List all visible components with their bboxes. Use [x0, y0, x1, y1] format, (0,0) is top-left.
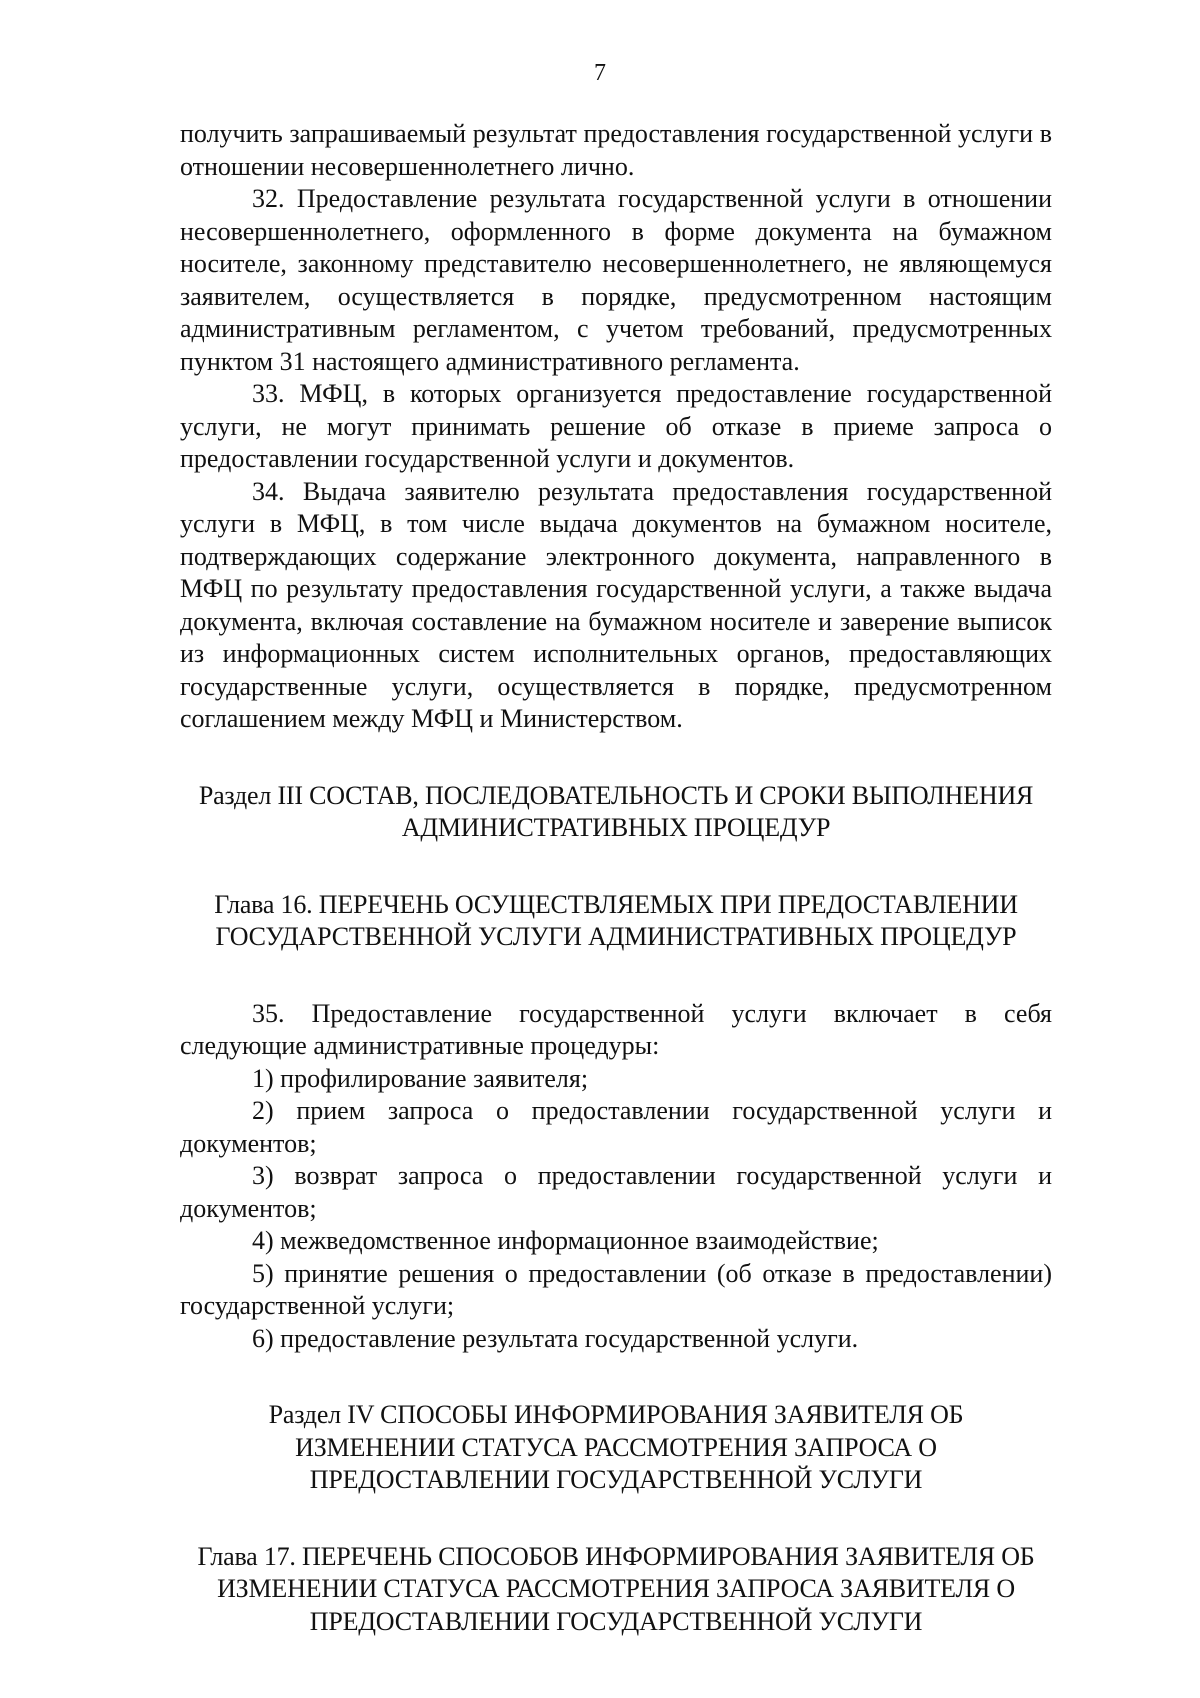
- procedure-item-6: 6) предоставление результата государственной услуги.: [252, 1323, 859, 1353]
- page-number: 7: [594, 60, 606, 86]
- paragraph-continuation: получить запрашиваемый результат предоставления государственной услуги в отношении несовершеннолетнего лично.: [180, 119, 1052, 181]
- section-3-heading: [180, 780, 1052, 845]
- chapter-17-heading-line-1: Глава 17. ПЕРЕЧЕНЬ СПОСОБОВ ИНФОРМИРОВАНИЯ ЗАЯВИТЕЛЯ ОБ: [197, 1541, 1035, 1571]
- procedure-item-1: 1) профилирование заявителя;: [252, 1063, 589, 1093]
- chapter-17-heading-line-2: ИЗМЕНЕНИИ СТАТУСА РАССМОТРЕНИЯ ЗАПРОСА ЗАЯВИТЕЛЯ О: [217, 1574, 1015, 1603]
- section-4-heading-line-2: ИЗМЕНЕНИИ СТАТУСА РАССМОТРЕНИЯ ЗАПРОСА О: [295, 1432, 937, 1462]
- section-3-heading-line-2: АДМИНИСТРАТИВНЫХ ПРОЦЕДУР: [401, 813, 831, 842]
- paragraph-32: 32. Предоставление результата государственной услуги в отношении несовершеннолетнего, оформленного в форме документа на бумажном носителе, законному представителю несовершеннолетнего, не являющемуся заявителем, осуществляется в порядке, предусмотренном настоящим административным регламентом, с учетом требований, предусмотренных пунктом 31 настоящего административного регламента.: [180, 184, 1052, 376]
- section-4-heading-line-1: Раздел IV СПОСОБЫ ИНФОРМИРОВАНИЯ ЗАЯВИТЕЛЯ ОБ: [268, 1400, 964, 1429]
- chapter-16-heading: [180, 889, 1052, 954]
- chapter-16-heading-line-1: Глава 16. ПЕРЕЧЕНЬ ОСУЩЕСТВЛЯЕМЫХ ПРИ ПРЕДОСТАВЛЕНИИ: [214, 889, 1018, 919]
- procedure-item-3: 3) возврат запроса о предоставлении государственной услуги и документов;: [180, 1161, 1052, 1223]
- procedures-block: [180, 998, 1052, 1356]
- paragraph-34: 34. Выдача заявителю результата предоставления государственной услуги в МФЦ, в том числе выдача документов на бумажном носителе, подтверждающих содержание электронного документа, направленного в МФЦ по результату предоставления государственной услуги, а также выдача документа, включая составление на бумажном носителе и заверение выписок из информационных систем исполнительных органов, предоставляющих государственные услуги, осуществляется в порядке, предусмотренном соглашением между МФЦ и Министерством.: [180, 476, 1052, 733]
- section-4-heading-line-3: ПРЕДОСТАВЛЕНИИ ГОСУДАРСТВЕННОЙ УСЛУГИ: [309, 1465, 923, 1494]
- section-3-heading-line-1: Раздел III СОСТАВ, ПОСЛЕДОВАТЕЛЬНОСТЬ И СРОКИ ВЫПОЛНЕНИЯ: [198, 780, 1034, 810]
- chapter-16-heading-line-2: ГОСУДАРСТВЕННОЙ УСЛУГИ АДМИНИСТРАТИВНЫХ ПРОЦЕДУР: [215, 922, 1017, 951]
- procedure-item-5: 5) принятие решения о предоставлении (об отказе в предоставлении) государственной услуги;: [180, 1258, 1052, 1320]
- procedure-item-2: 2) прием запроса о предоставлении государственной услуги и документов;: [180, 1096, 1052, 1158]
- document-body: [180, 118, 1052, 1638]
- procedure-item-4: 4) межведомственное информационное взаимодействие;: [252, 1226, 879, 1255]
- paragraph-35: 35. Предоставление государственной услуги включает в себя следующие административные процедуры:: [180, 998, 1052, 1060]
- chapter-17-heading: [180, 1541, 1052, 1639]
- section-4-heading: [180, 1399, 1052, 1497]
- paragraph-33: 33. МФЦ, в которых организуется предоставление государственной услуги, не могут принимать решение об отказе в приеме запроса о предоставлении государственной услуги и документов.: [180, 379, 1052, 473]
- chapter-17-heading-line-3: ПРЕДОСТАВЛЕНИИ ГОСУДАРСТВЕННОЙ УСЛУГИ: [309, 1606, 923, 1636]
